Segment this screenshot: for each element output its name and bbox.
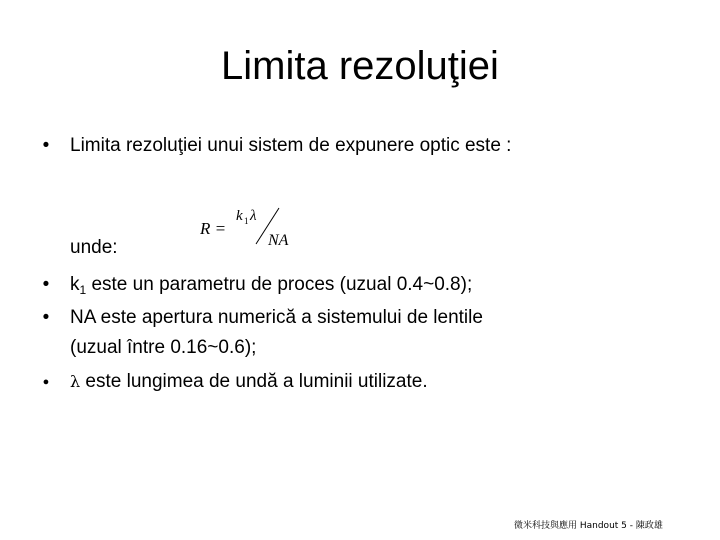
item-text: (uzual între 0.16~0.6); [70, 337, 257, 358]
item-symbol: k [70, 274, 80, 295]
formula-denominator: NA [268, 232, 289, 249]
slide-title: Limita rezoluţiei [221, 44, 499, 88]
formula-k-sub: 1 [244, 216, 249, 226]
footer: 微米科技與應用 Handout 5 - 陳政雄 [514, 521, 663, 531]
bullet: • [42, 135, 50, 156]
formula-lhs: R = [200, 219, 227, 238]
bullet: • [42, 307, 50, 328]
intro-text: Limita rezoluţiei unui sistem de expunere optic este : [70, 135, 512, 156]
item-text: NA este apertura numerică a sistemului de lentile [70, 307, 483, 328]
bullet: ● [42, 376, 50, 388]
item-text [70, 370, 428, 394]
lambda-symbol: λ [70, 372, 81, 391]
bullet: • [42, 274, 50, 295]
resolution-formula [200, 200, 310, 250]
item-body: este un parametru de proces (uzual 0.4~0.8); [86, 274, 473, 295]
item-subscript: 1 [79, 283, 87, 297]
item-text [70, 273, 472, 297]
where-text: unde: [70, 237, 118, 258]
formula-k: k [236, 208, 243, 224]
formula-lambda: λ [250, 208, 257, 224]
item-body: este lungimea de undă a luminii utilizate. [80, 371, 428, 392]
